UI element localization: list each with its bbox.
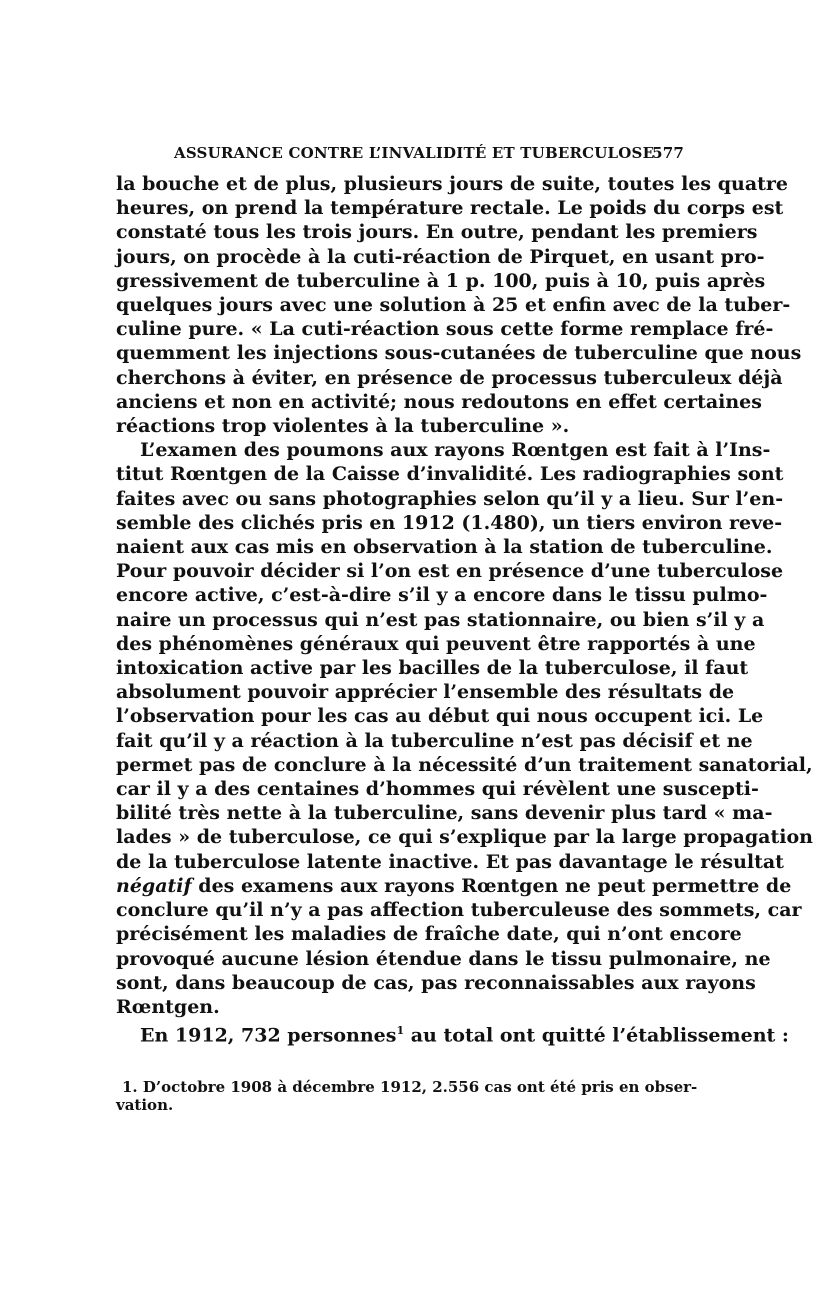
- text-line: quelques jours avec une solution à 25 et enfin avec de la tuber-: [116, 294, 791, 317]
- text-line-start: En 1912, 732 personnes: [140, 1024, 397, 1047]
- footnote-line: [116, 1077, 698, 1096]
- footnote-number: 1.: [122, 1077, 138, 1096]
- text-line: naient aux cas mis en observation à la station de tuberculine.: [116, 536, 773, 559]
- text-line: conclure qu’il n’y a pas affection tuberculeuse des sommets, car: [116, 899, 802, 922]
- text-line: absolument pouvoir apprécier l’ensemble des résultats de: [116, 681, 735, 704]
- text-line: naire un processus qui n’est pas stationnaire, ou bien s’il y a: [116, 608, 765, 631]
- body-text: [116, 172, 813, 1048]
- text-line: sont, dans beaucoup de cas, pas reconnaissables aux rayons: [116, 971, 756, 994]
- text-line: faites avec ou sans photographies selon qu’il y a lieu. Sur l’en-: [116, 487, 784, 510]
- emphasis-word: négatif: [116, 874, 192, 897]
- text-line: réactions trop violentes à la tuberculine ».: [116, 415, 570, 438]
- text-line: précisément les maladies de fraîche date, qui n’ont encore: [116, 923, 742, 946]
- page-number: 577: [652, 144, 684, 162]
- text-line: Pour pouvoir décider si l’on est en présence d’une tuberculose: [116, 560, 784, 583]
- text-line: quemment les injections sous-cutanées de tuberculine que nous: [116, 342, 802, 365]
- footnotes: [116, 1077, 698, 1114]
- running-title: ASSURANCE CONTRE L’INVALIDITÉ ET TUBERCULOSE: [174, 144, 655, 162]
- running-head: [116, 138, 684, 168]
- text-line: des phénomènes généraux qui peuvent être rapportés à une: [116, 632, 756, 655]
- text-line: Rœntgen.: [116, 995, 220, 1018]
- text-line: bilité très nette à la tuberculine, sans devenir plus tard « ma-: [116, 802, 773, 825]
- text-line: provoqué aucune lésion étendue dans le tissu pulmonaire, ne: [116, 947, 771, 970]
- text-line-end: au total ont quitté l’établissement :: [410, 1024, 789, 1047]
- text-line: culine pure. « La cuti-réaction sous cette forme remplace fré-: [116, 318, 774, 341]
- document-page: [116, 138, 813, 1114]
- text-line: heures, on prend la température rectale. Le poids du corps est: [116, 197, 784, 220]
- footnote-line: vation.: [116, 1095, 174, 1114]
- text-line: semble des clichés pris en 1912 (1.480), un tiers environ reve-: [116, 511, 783, 534]
- text-line: cherchons à éviter, en présence de processus tuberculeux déjà: [116, 366, 783, 389]
- text-line-rest: des examens aux rayons Rœntgen ne peut permettre de: [198, 874, 792, 897]
- text-line: encore active, c’est-à-dire s’il y a encore dans le tissu pulmo-: [116, 584, 768, 607]
- text-line: anciens et non en activité; nous redoutons en effet certaines: [116, 390, 762, 413]
- text-line: constaté tous les trois jours. En outre, pendant les premiers: [116, 221, 758, 244]
- text-line: de la tuberculose latente inactive. Et pas davantage le résultat: [116, 850, 784, 873]
- text-line: car il y a des centaines d’hommes qui révèlent une suscepti-: [116, 778, 759, 801]
- text-line-with-footnote-ref: [116, 1019, 789, 1048]
- text-line: L’examen des poumons aux rayons Rœntgen est fait à l’Ins-: [140, 439, 771, 462]
- footnote-marker: 1: [396, 1024, 405, 1038]
- text-line: intoxication active par les bacilles de la tuberculose, il faut: [116, 657, 749, 680]
- text-line: gressivement de tuberculine à 1 p. 100, puis à 10, puis après: [116, 269, 766, 292]
- text-line: fait qu’il y a réaction à la tuberculine n’est pas décisif et ne: [116, 729, 753, 752]
- text-line-with-emphasis: [116, 874, 792, 898]
- text-line: jours, on procède à la cuti-réaction de Pirquet, en usant pro-: [116, 245, 765, 268]
- text-line: la bouche et de plus, plusieurs jours de suite, toutes les quatre: [116, 173, 789, 195]
- text-line: l’observation pour les cas au début qui nous occupent ici. Le: [116, 705, 764, 728]
- text-line: titut Rœntgen de la Caisse d’invalidité. Les radiographies sont: [116, 463, 784, 486]
- footnote-text: D’octobre 1908 à décembre 1912, 2.556 cas ont été pris en obser-: [142, 1077, 698, 1096]
- text-line: lades » de tuberculose, ce qui s’explique par la large propagation: [116, 826, 813, 849]
- text-line: permet pas de conclure à la nécessité d’un traitement sanatorial,: [116, 753, 813, 776]
